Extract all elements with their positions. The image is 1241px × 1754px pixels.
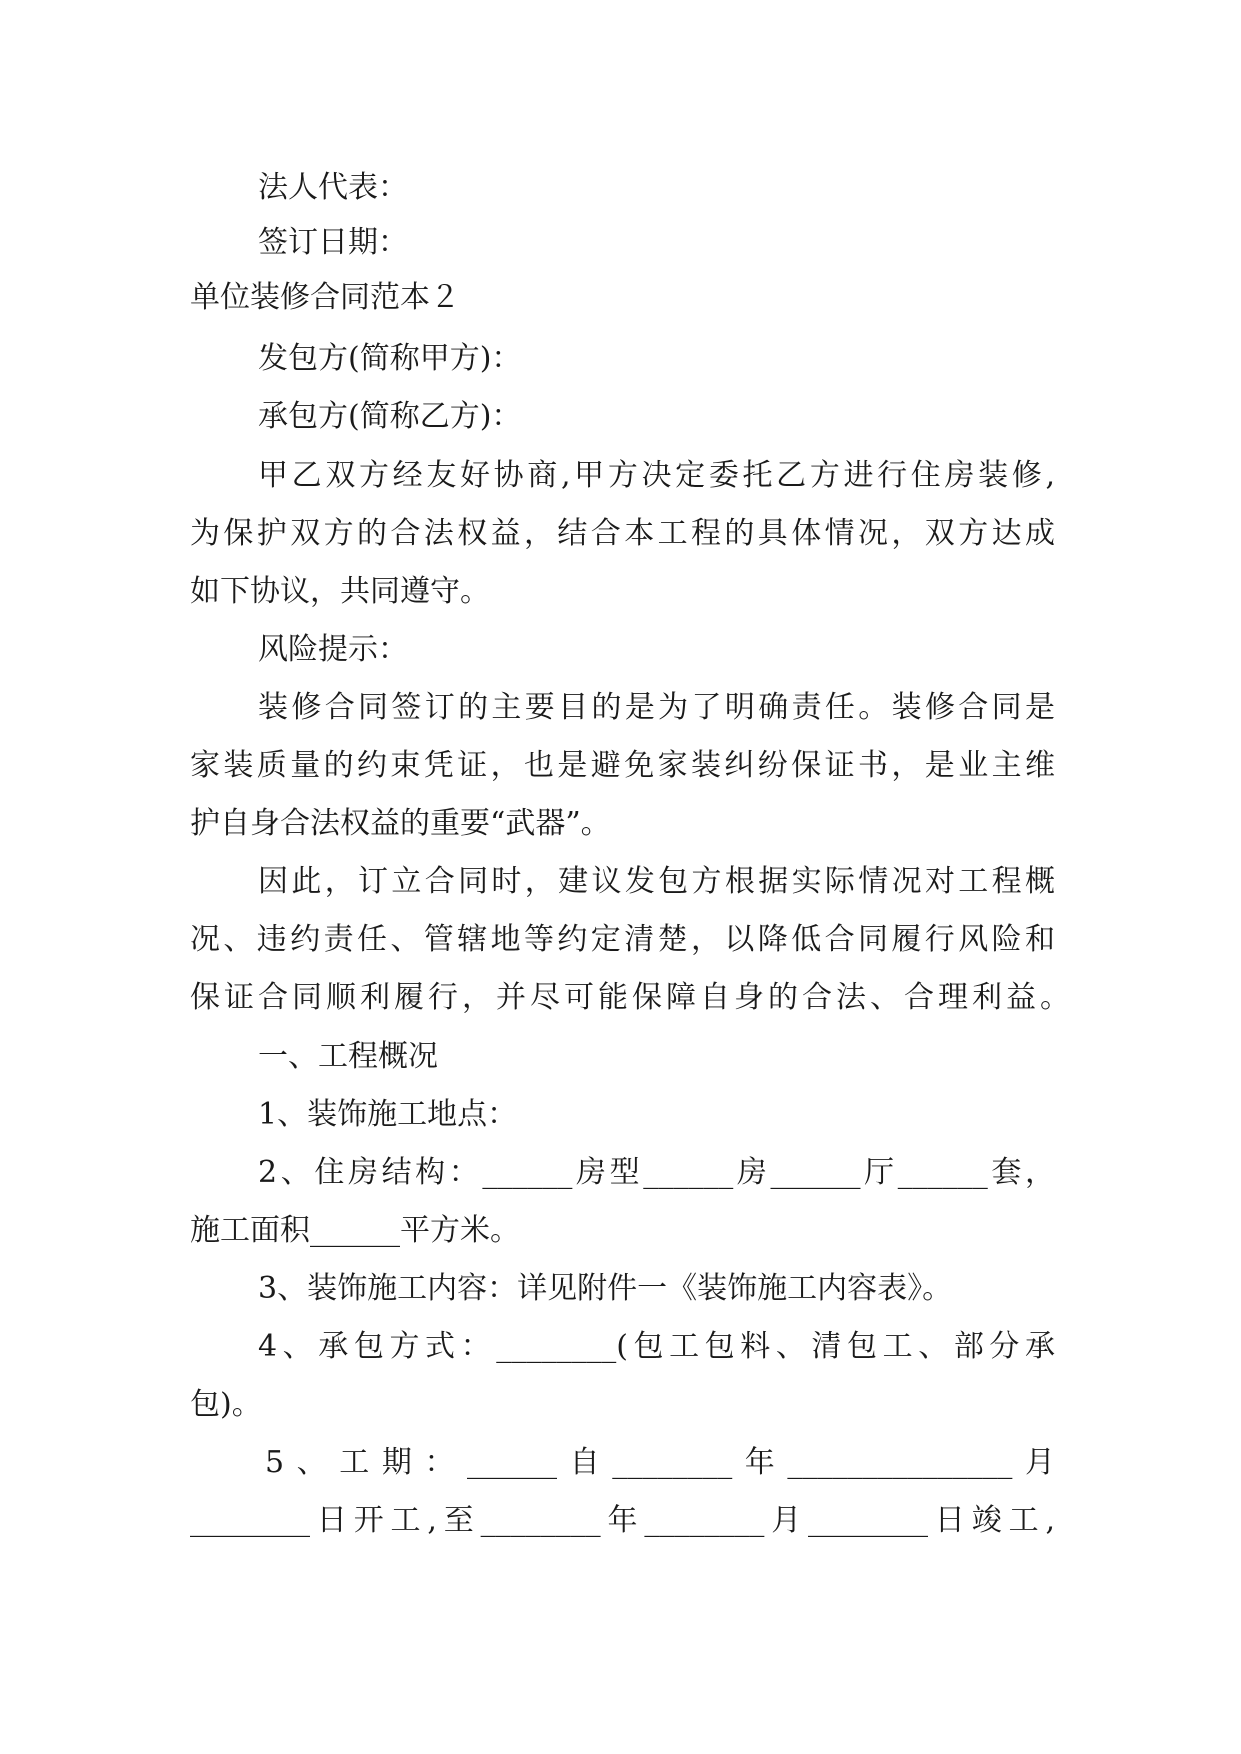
project-overview-heading: 一、工程概况 (258, 1039, 438, 1074)
work-period-line: 5、工期：______自________年_______________月 (265, 1445, 1055, 1480)
construction-site-line: 1、装饰施工地点： (258, 1097, 518, 1132)
risk-heading: 风险提示： (258, 632, 408, 667)
section-title: 单位装修合同范本２ (190, 280, 460, 315)
paragraph-line: 护自身合法权益的重要“武器”。 (190, 806, 611, 841)
party-a-line: 发包方(简称甲方)： (258, 341, 522, 376)
paragraph-line: 因此，订立合同时，建议发包方根据实际情况对工程概 (258, 864, 1055, 899)
construction-content-line: 3、装饰施工内容：详见附件一《装饰施工内容表》。 (258, 1271, 953, 1306)
construction-area-line: 施工面积______平方米。 (190, 1213, 520, 1248)
paragraph-line: 装修合同签订的主要目的是为了明确责任。装修合同是 (258, 690, 1055, 725)
legal-representative-line: 法人代表： (258, 170, 408, 205)
party-b-line: 承包方(简称乙方)： (258, 399, 522, 434)
paragraph-line: 为保护双方的合法权益，结合本工程的具体情况，双方达成 (190, 516, 1055, 551)
paragraph-line: 保证合同顺利履行，并尽可能保障自身的合法、合理利益。 (190, 980, 1070, 1015)
paragraph-line: 况、违约责任、管辖地等约定清楚，以降低合同履行风险和 (190, 922, 1055, 957)
paragraph-line: 甲乙双方经友好协商,甲方决定委托乙方进行住房装修, (258, 458, 1055, 493)
housing-structure-line: 2、住房结构：______房型______房______厅______套， (258, 1155, 1055, 1190)
paragraph-line: 如下协议，共同遵守。 (190, 574, 490, 609)
paragraph-line: 家装质量的约束凭证，也是避免家装纠纷保证书，是业主维 (190, 748, 1055, 783)
signing-date-line: 签订日期： (258, 225, 408, 260)
work-period-dates-line: ________日开工,至________年________月________日竣工, (190, 1503, 1055, 1538)
contract-method-line: 4、承包方式：________(包工包料、清包工、部分承 (258, 1329, 1055, 1364)
contract-method-cont: 包)。 (190, 1387, 262, 1422)
